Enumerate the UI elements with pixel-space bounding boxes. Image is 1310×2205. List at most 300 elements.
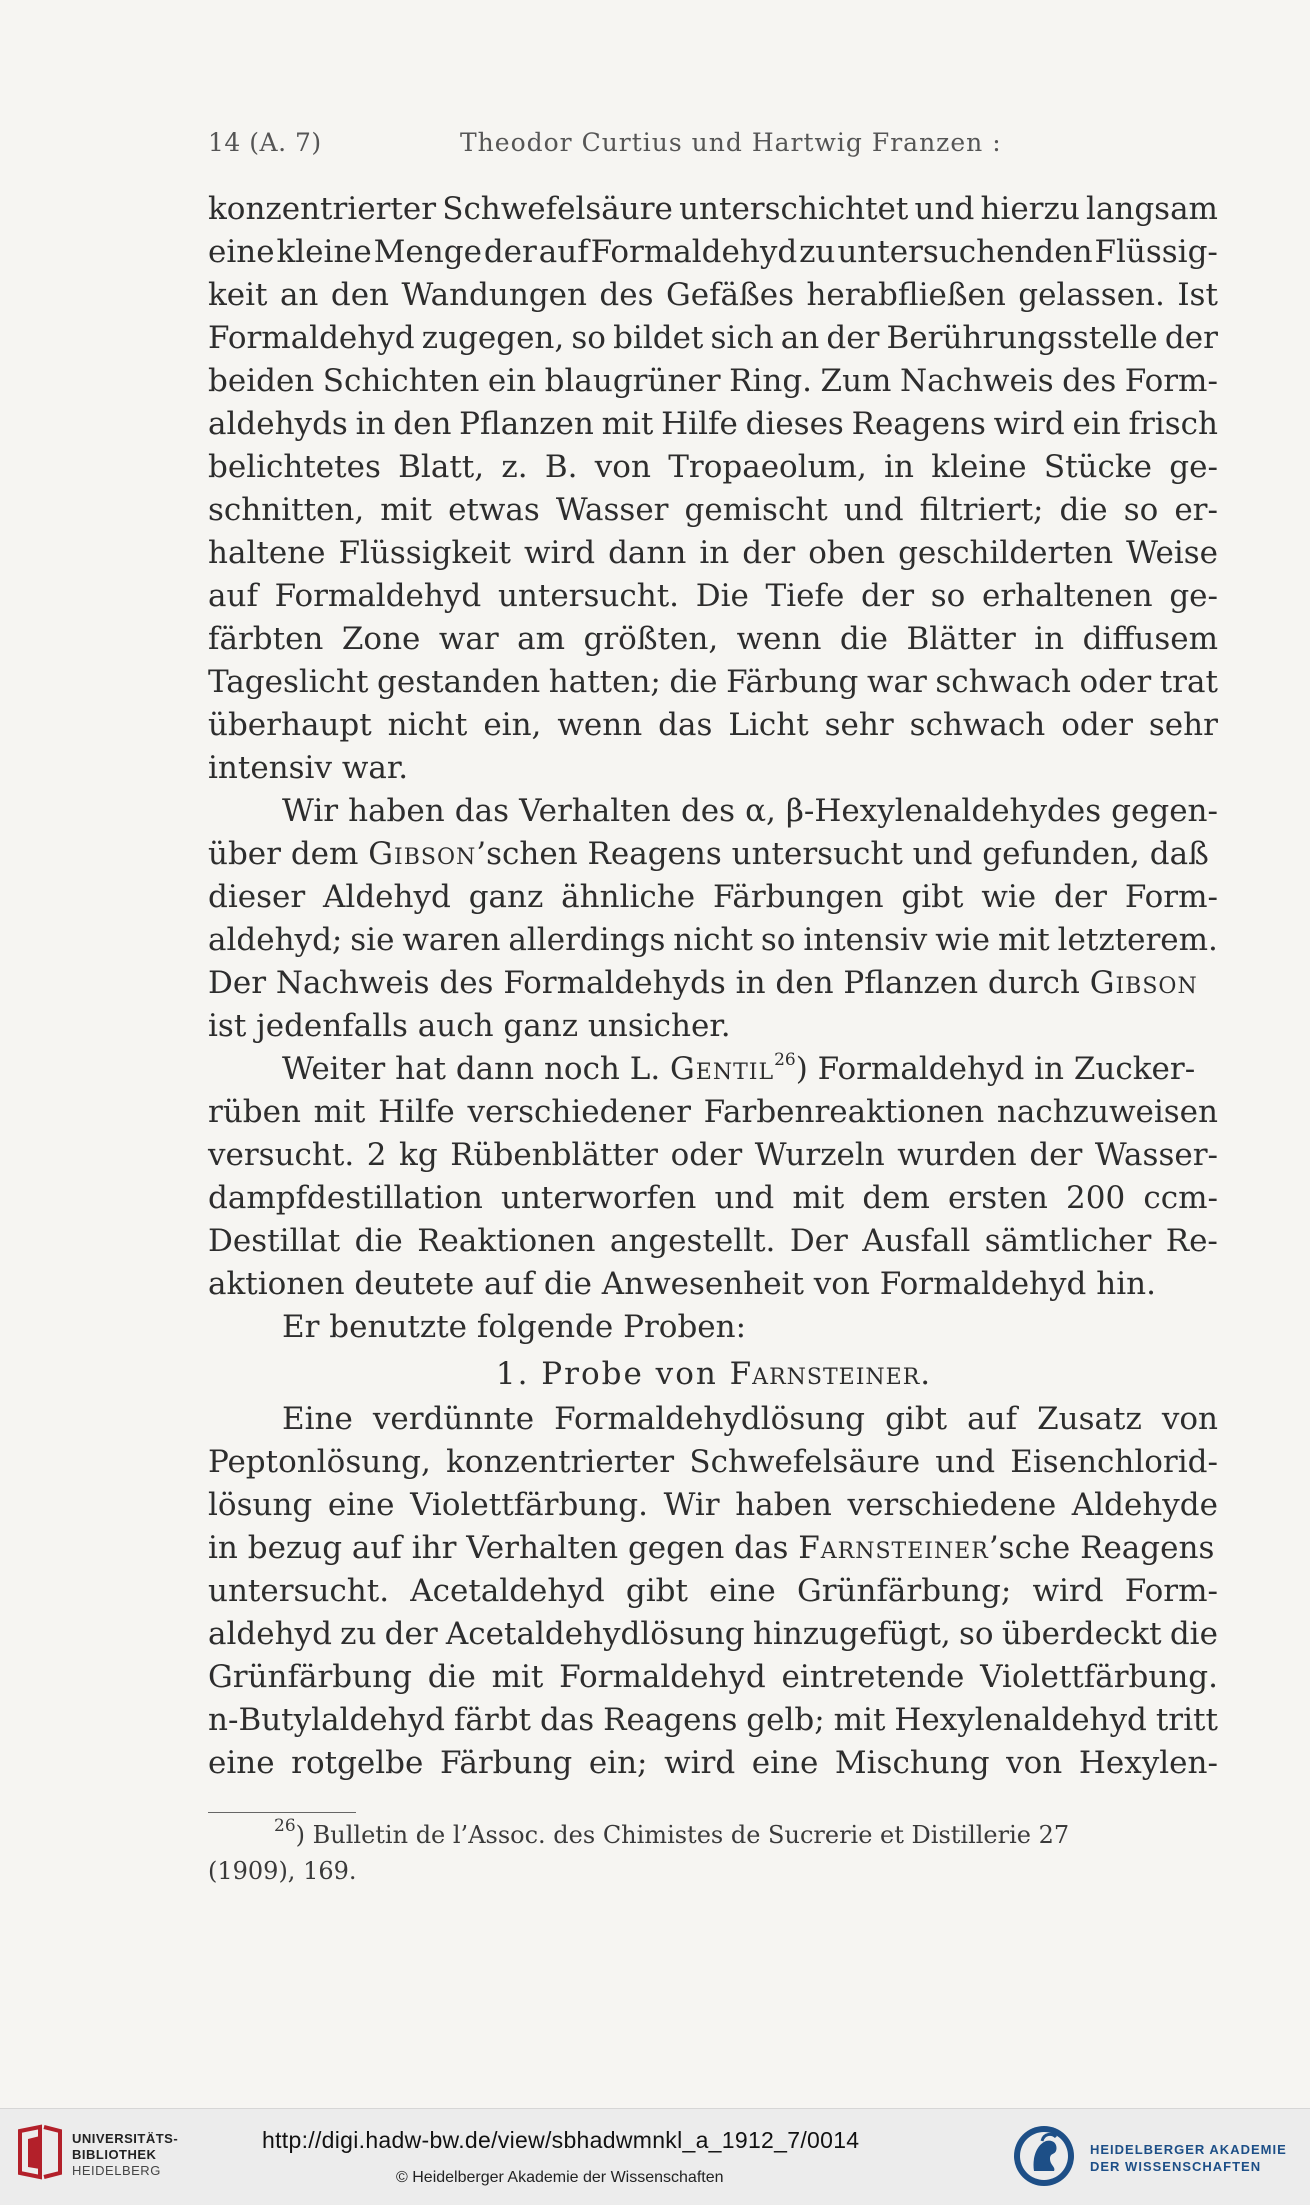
word: Schichten <box>322 363 480 399</box>
word: unterschichtet <box>679 191 909 227</box>
word: unterworfen <box>500 1180 697 1216</box>
word: Zone <box>341 621 421 657</box>
word: haltene <box>208 535 326 571</box>
word: das <box>454 793 510 829</box>
word: der <box>1029 1137 1083 1173</box>
word: wenn <box>557 707 643 743</box>
word: nicht <box>673 922 753 958</box>
text-line <box>208 317 1218 360</box>
academy-name-line: DER WISSENSCHAFTEN <box>1090 2159 1262 2174</box>
word: mit <box>997 922 1050 958</box>
word: Formaldehyd <box>559 1659 766 1695</box>
word: Aldehyde <box>1071 1487 1218 1523</box>
word: Formaldehyd <box>208 320 415 356</box>
page-number: 14 (A. 7) <box>208 128 322 157</box>
author-name: Gentil <box>670 1051 775 1087</box>
word: lösung <box>208 1487 313 1523</box>
word: Form- <box>1124 879 1218 915</box>
word: dieser <box>208 879 306 915</box>
word: Eisenchlorid- <box>1010 1444 1218 1480</box>
word: überdeckt <box>1001 1616 1162 1652</box>
word: Wir <box>663 1487 720 1523</box>
word: wird <box>1032 1573 1104 1609</box>
word: ein; <box>588 1745 648 1781</box>
word: gemischt <box>684 492 828 528</box>
word: der <box>1053 879 1107 915</box>
word: sich <box>710 320 774 356</box>
word: Mischung <box>834 1745 990 1781</box>
word: Eine <box>282 1401 353 1437</box>
word: Ist <box>1177 277 1218 313</box>
word: die <box>669 664 718 700</box>
word: konzentrierter <box>446 1444 675 1480</box>
word: in <box>1034 621 1065 657</box>
word: war <box>866 664 927 700</box>
word: war <box>438 621 499 657</box>
library-name-line: UNIVERSITÄTS- <box>72 2131 179 2146</box>
author-name: Farnsteiner <box>798 1530 989 1566</box>
word: Grünfärbung <box>208 1659 412 1695</box>
text-line <box>208 1699 1218 1742</box>
word: gestanden <box>377 664 541 700</box>
word: Zum <box>820 363 892 399</box>
text-line <box>208 919 1218 962</box>
word: Re- <box>1165 1223 1218 1259</box>
word: oder <box>670 1137 743 1173</box>
word: rotgelbe <box>291 1745 424 1781</box>
word: wie <box>935 922 991 958</box>
text-line: ist jedenfalls auch ganz unsicher. <box>208 1008 731 1044</box>
word: die <box>354 1223 403 1259</box>
text-line <box>208 790 1218 833</box>
word: in <box>355 406 386 442</box>
text-line <box>208 1527 1218 1570</box>
word: so <box>571 320 606 356</box>
word: sehr <box>1148 707 1218 743</box>
library-name <box>72 2131 178 2179</box>
word: gibt <box>625 1573 688 1609</box>
word: Hilfe <box>661 406 738 442</box>
word: Färbung <box>726 664 859 700</box>
word: Form- <box>1124 363 1218 399</box>
permalink-url[interactable]: http://digi.hadw-bw.de/view/sbhadwmnkl_a_1912_7/0014 <box>262 2127 860 2153</box>
word: wird <box>523 535 596 571</box>
word: aldehyds <box>208 406 348 442</box>
word: Acetaldehyd <box>410 1573 605 1609</box>
word: β-Hexylenaldehydes <box>785 793 1102 829</box>
word: Acetaldehydlösung <box>445 1616 745 1652</box>
word: in <box>699 535 730 571</box>
word: auf <box>967 1401 1018 1437</box>
word: angestellt. <box>609 1223 776 1259</box>
word: intensiv <box>803 922 928 958</box>
word: kleine <box>931 449 1027 485</box>
word: die <box>427 1659 476 1695</box>
word: sämtlicher <box>984 1223 1152 1259</box>
word: mit <box>833 1702 886 1738</box>
word: gegen- <box>1111 793 1218 829</box>
word: verschiedener <box>467 1094 691 1130</box>
section-heading <box>208 1353 1218 1396</box>
word: sehr <box>824 707 894 743</box>
word: Reaktionen <box>417 1223 596 1259</box>
text-line <box>208 403 1218 446</box>
word: des <box>1062 363 1117 399</box>
word: aldehyd <box>208 1616 332 1652</box>
text-line <box>208 446 1218 489</box>
word: Peptonlösung, <box>208 1444 431 1480</box>
word: der <box>861 578 915 614</box>
word: Berührungsstelle <box>886 320 1158 356</box>
word: Formaldehydlösung <box>554 1401 866 1437</box>
word: filtriert; <box>919 492 1044 528</box>
word: beiden <box>208 363 315 399</box>
word: gelassen. <box>1018 277 1165 313</box>
text-line: Er benutzte folgende Proben: <box>282 1309 747 1345</box>
word: Färbungen <box>712 879 884 915</box>
author-name: Farnsteiner <box>729 1356 921 1392</box>
text-line <box>208 876 1218 919</box>
word: an <box>279 277 319 313</box>
word: größten, <box>583 621 719 657</box>
athena-seal-icon <box>1012 2123 1076 2189</box>
footer-bar <box>0 2108 1310 2205</box>
word: hatten; <box>548 664 661 700</box>
word: herabfließen <box>806 277 1006 313</box>
word: so <box>1123 492 1159 528</box>
word: schwach <box>935 664 1071 700</box>
footnote-text: ) Bulletin de l’Assoc. des Chimistes de Sucrerie et Distillerie 27 <box>295 1821 1070 1849</box>
word: langsam <box>1085 191 1218 227</box>
word: Blätter <box>906 621 1016 657</box>
word: etwas <box>448 492 540 528</box>
word: Wir <box>282 793 339 829</box>
word: färbt <box>453 1702 531 1738</box>
word: ge- <box>1169 578 1218 614</box>
word: Reagens <box>603 1702 738 1738</box>
word: verdünnte <box>372 1401 535 1437</box>
word: Stücke <box>1043 449 1153 485</box>
word: eine <box>208 1745 275 1781</box>
text-line <box>208 1048 1218 1091</box>
word: Destillat <box>208 1223 341 1259</box>
word: untersucht. <box>497 578 680 614</box>
text-line <box>208 1398 1218 1441</box>
word: Gefäßes <box>665 277 794 313</box>
word: mit <box>491 1659 544 1695</box>
word: wird <box>993 406 1065 442</box>
word: des <box>599 277 654 313</box>
word: Pflanzen <box>459 406 594 442</box>
word: Licht <box>728 707 809 743</box>
word: an <box>780 320 820 356</box>
text-line <box>208 1484 1218 1527</box>
text-line <box>208 704 1218 747</box>
word: ge- <box>1169 449 1218 485</box>
word: Zusatz <box>1037 1401 1142 1437</box>
text-span: Der Nachweis des Formaldehyds in den Pflanzen durch <box>208 965 1090 1001</box>
word: die <box>1169 1616 1218 1652</box>
word: Ring. <box>729 363 813 399</box>
word: kg <box>399 1137 438 1173</box>
text-line <box>208 618 1218 661</box>
word: der <box>483 234 537 270</box>
word: Die <box>695 578 749 614</box>
heading-text: 1. Probe von <box>495 1356 730 1392</box>
text-span: Weiter hat dann noch L. <box>282 1051 671 1087</box>
word: erhaltenen <box>982 578 1153 614</box>
text-line <box>208 1441 1218 1484</box>
word: Weise <box>1126 535 1218 571</box>
word: Formaldehyd <box>274 578 482 614</box>
word: aldehyd; <box>208 922 343 958</box>
word: B. <box>544 449 578 485</box>
word: geschilderten <box>898 535 1114 571</box>
word: waren <box>402 922 501 958</box>
text-line <box>208 1091 1218 1134</box>
word: eine <box>327 1487 395 1523</box>
library-name-line: BIBLIOTHEK <box>72 2147 157 2162</box>
word: der <box>384 1616 438 1652</box>
word: wenn <box>736 621 822 657</box>
body-text <box>208 188 1218 1785</box>
word: sie <box>350 922 395 958</box>
word: Menge <box>373 234 482 270</box>
word: wurden <box>897 1137 1017 1173</box>
word: Reagens <box>851 406 986 442</box>
word: ein, <box>483 707 542 743</box>
footnote <box>208 1817 1218 1889</box>
text-span: über dem <box>208 836 369 872</box>
word: und <box>714 1180 775 1216</box>
word: Grünfärbung; <box>796 1573 1012 1609</box>
word: er- <box>1174 492 1218 528</box>
text-line: intensiv war. <box>208 750 409 786</box>
word: ein <box>1072 406 1121 442</box>
word: allerdings <box>508 922 666 958</box>
word: keit <box>208 277 268 313</box>
word: Wasser- <box>1094 1137 1218 1173</box>
word: und <box>843 492 904 528</box>
text-span: ’sche Reagens <box>988 1530 1215 1566</box>
word: wird <box>664 1745 736 1781</box>
word: Violettfärbung. <box>980 1659 1218 1695</box>
word: färbten <box>208 621 324 657</box>
word: Flüssig- <box>1094 234 1218 270</box>
word: auf <box>538 234 589 270</box>
text-line <box>208 962 1218 1005</box>
word: Aldehyd <box>323 879 451 915</box>
word: ersten <box>948 1180 1048 1216</box>
word: Form- <box>1124 1573 1218 1609</box>
word: mit <box>601 406 654 442</box>
text-line <box>208 1742 1218 1785</box>
word: das <box>658 707 713 743</box>
word: Blatt, <box>398 449 485 485</box>
word: hinzugefügt, <box>752 1616 951 1652</box>
text-line <box>208 833 1218 876</box>
word: wie <box>981 879 1037 915</box>
word: eintretende <box>781 1659 965 1695</box>
word: ganz <box>468 879 544 915</box>
word: ähnliche <box>561 879 696 915</box>
word: zugegen, <box>421 320 565 356</box>
heading-text: . <box>920 1356 931 1392</box>
word: des <box>680 793 736 829</box>
word: von <box>594 449 651 485</box>
word: überhaupt <box>208 707 372 743</box>
word: der <box>742 535 796 571</box>
word: schnitten, <box>208 492 365 528</box>
word: Hexylenaldehyd <box>894 1702 1147 1738</box>
word: blaugrüner <box>544 363 721 399</box>
word: der <box>1164 320 1218 356</box>
text-line <box>208 1177 1218 1220</box>
word: untersucht. <box>208 1573 390 1609</box>
word: tritt <box>1155 1702 1218 1738</box>
text-span: in bezug auf ihr Verhalten gegen das <box>208 1530 799 1566</box>
text-line <box>208 231 1218 274</box>
word: Hilfe <box>378 1094 455 1130</box>
word: eine <box>709 1573 776 1609</box>
word: der <box>826 320 880 356</box>
word: dem <box>862 1180 930 1216</box>
word: Formaldehyd <box>590 234 798 270</box>
word: und <box>914 191 975 227</box>
word: die <box>1059 492 1108 528</box>
text-line: aktionen deutete auf die Anwesenheit von Formaldehyd hin. <box>208 1266 1156 1302</box>
text-line <box>208 188 1218 231</box>
word: oben <box>808 535 886 571</box>
word: dann <box>608 535 687 571</box>
word: trat <box>1159 664 1218 700</box>
word: α, <box>745 793 776 829</box>
word: mit <box>792 1180 845 1216</box>
word: Flüssigkeit <box>338 535 511 571</box>
word: Rübenblätter <box>450 1137 659 1173</box>
word: Färbung <box>439 1745 573 1781</box>
word: Verhalten <box>519 793 671 829</box>
word: haben <box>348 793 445 829</box>
word: die <box>839 621 889 657</box>
word: in <box>884 449 915 485</box>
footnote-ref: 26 <box>774 1049 796 1070</box>
text-line <box>208 489 1218 532</box>
word: z. <box>501 449 528 485</box>
word: gelb; <box>746 1702 825 1738</box>
word: schwach <box>909 707 1046 743</box>
word: eine <box>208 234 275 270</box>
word: n-Butylaldehyd <box>208 1702 445 1738</box>
word: am <box>517 621 566 657</box>
copyright-notice: © Heidelberger Akademie der Wissenschaften <box>396 2169 724 2186</box>
text-line <box>208 1134 1218 1177</box>
word: mit <box>313 1094 366 1130</box>
word: und <box>935 1444 996 1480</box>
footnote-line: (1909), 169. <box>208 1857 357 1885</box>
word: so <box>760 922 796 958</box>
word: das <box>539 1702 595 1738</box>
word: dampfdestillation <box>208 1180 483 1216</box>
word: kleine <box>276 234 372 270</box>
word: zu <box>799 234 836 270</box>
word: Hexylen- <box>1078 1745 1218 1781</box>
word: Violettfärbung. <box>410 1487 648 1523</box>
word: dieses <box>745 406 844 442</box>
word: nicht <box>387 707 468 743</box>
footnote-divider <box>208 1812 356 1813</box>
word: Nachweis <box>899 363 1054 399</box>
word: Tropaeolum, <box>668 449 867 485</box>
word: eine <box>751 1745 819 1781</box>
word: belichtetes <box>208 449 381 485</box>
word: Der <box>789 1223 848 1259</box>
word: den <box>393 406 452 442</box>
word: so <box>930 578 966 614</box>
word: verschiedene <box>847 1487 1057 1523</box>
word: oder <box>1061 707 1133 743</box>
word: versucht. <box>208 1137 355 1173</box>
footnote-marker: 26 <box>274 1816 296 1836</box>
word: oder <box>1079 664 1152 700</box>
text-line <box>208 360 1218 403</box>
text-line <box>208 661 1218 704</box>
word: gibt <box>901 879 964 915</box>
word: zu <box>340 1616 377 1652</box>
word: nachzuweisen <box>996 1094 1218 1130</box>
word: mit <box>380 492 433 528</box>
word: ccm- <box>1143 1180 1218 1216</box>
library-name-line: HEIDELBERG <box>72 2163 161 2178</box>
word: untersuchenden <box>837 234 1093 270</box>
text-line <box>208 532 1218 575</box>
word: Tageslicht <box>208 664 369 700</box>
word: gibt <box>885 1401 948 1437</box>
text-line <box>208 1656 1218 1699</box>
text-line <box>208 274 1218 317</box>
word: Ausfall <box>862 1223 971 1259</box>
word: hierzu <box>980 191 1080 227</box>
word: Wandungen <box>401 277 587 313</box>
word: rüben <box>208 1094 301 1130</box>
text-span: ’schen Reagens untersucht und gefunden, daß <box>476 836 1209 872</box>
word: von <box>1161 1401 1218 1437</box>
word: 2 <box>366 1137 387 1173</box>
author-name: Gibson <box>368 836 477 872</box>
word: bildet <box>613 320 704 356</box>
library-logo-icon <box>14 2123 66 2181</box>
word: Tiefe <box>765 578 845 614</box>
text-line <box>208 1613 1218 1656</box>
word: den <box>330 277 389 313</box>
academy-name <box>1090 2141 1287 2175</box>
word: Farbenreaktionen <box>703 1094 985 1130</box>
word: Wurzeln <box>754 1137 885 1173</box>
text-line <box>208 1220 1218 1263</box>
word: frisch <box>1128 406 1218 442</box>
word: konzentrierter <box>208 191 437 227</box>
academy-name-line: HEIDELBERGER AKADEMIE <box>1090 2142 1287 2157</box>
author-name: Gibson <box>1089 965 1198 1001</box>
word: letzterem. <box>1057 922 1218 958</box>
word: diffusem <box>1082 621 1218 657</box>
word: 200 <box>1066 1180 1126 1216</box>
text-line <box>208 575 1218 618</box>
word: auf <box>208 578 258 614</box>
word: ein <box>487 363 537 399</box>
word: haben <box>735 1487 832 1523</box>
word: so <box>959 1616 994 1652</box>
